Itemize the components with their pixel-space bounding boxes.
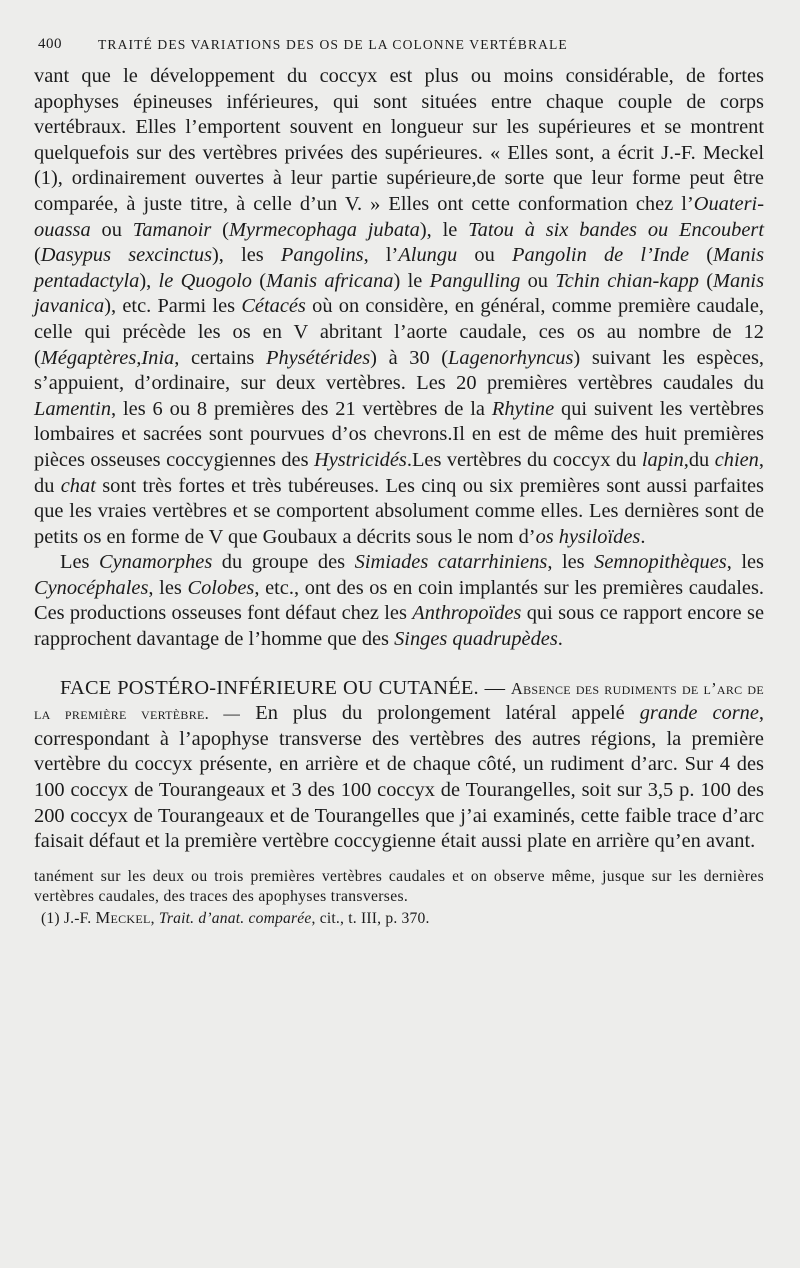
paragraph-face-postero-inferieure <box>34 676 764 855</box>
footnote-1: (1) J.-F. Meckel, Trait. d’anat. comparée, cit., t. III, p. 370. <box>41 908 430 928</box>
body-text <box>34 64 764 855</box>
section-subheading: Absence des rudiments de l’arc de la première vertèbre. — <box>34 678 764 724</box>
paragraph-cynamorphes: Les Cynamorphes du groupe des Simiades catarrhiniens, les Semnopithèques, les Cynocéphales, les Colobes, etc., ont des os en coin implantés sur les premières caudales. Ces productions osseuses font défaut chez les Anthropoïdes qui sous ce rapport encore se rapprochent davantage de l’homme que des Singes quadrupèdes. <box>34 551 765 651</box>
section-paragraph-text: En plus du prolongement latéral appelé grande corne, correspondant à l’apophyse transverse des vertèbres des autres régions, la première vertèbre du coccyx présente, en arrière et de chaque côté, un rudiment d’arc. Sur 4 des 100 coccyx de Tourangeaux et 3 des 100 coccyx de Tourangelles, soit sur 3,5 p. 100 des 200 coccyx de Tourangeaux et de Tourangelles que j’ai examinés, cette faible trace d’arc faisait défaut et la première vertèbre coccygienne était aussi plate en arrière qu’en avant. <box>34 702 765 853</box>
section-heading: FACE POSTÉRO-INFÉRIEURE OU CUTANÉE. — <box>60 676 506 699</box>
footnotes <box>34 867 764 929</box>
page-number: 400 <box>38 36 62 52</box>
running-head <box>34 28 764 64</box>
running-title: TRAITÉ DES VARIATIONS DES OS DE LA COLONNE VERTÉBRALE <box>98 37 568 52</box>
paragraph-coccyx-apophyses: vant que le développement du coccyx est plus ou moins considérable, de fortes apophyses épineuses inférieures, qui sont situées entre chaque couple de corps vertébraux. Elles l’emportent souvent en longueur sur les supérieures et se montrent quelquefois sur des vertèbres privées des supérieures. « Elles sont, a écrit J.-F. Meckel (1), ordinairement ouvertes à leur partie supérieure,de sorte que leur forme peut être comparée, à juste titre, à celle d’un V. » Elles ont cette conformation chez l’Ouateri-ouassa ou Tamanoir (Myrmecophaga jubata), le Tatou à six bandes ou Encoubert (Dasypus sexcinctus), les Pangolins, l’Alungu ou Pangolin de l’Inde (Manis pentadactyla), le Quogolo (Manis africana) le Pangulling ou Tchin chian-kapp (Manis javanica), etc. Parmi les Cétacés où on considère, en général, comme première caudale, celle qui précède les os en V abritant l’aorte caudale, ces os au nombre de 12 (Mégaptères,Inia, certains Physétérides) à 30 (Lagenorhyncus) suivant les espèces, s’appuient, d’ordinaire, sur deux vertèbres. Les 20 premières vertèbres caudales du Lamentin, les 6 ou 8 premières des 21 vertèbres de la Rhytine qui suivent les vertèbres lombaires et sacrées sont pourvues d’os chevrons.Il en est de même des huit premières pièces osseuses coccygiennes des Hystricidés.Les vertèbres du coccyx du lapin,du chien, du chat sont très fortes et très tubéreuses. Les cinq ou six premières sont aussi parfaites que les vraies vertèbres et se comportent absolument comme elles. Les dernières sont de petits os en forme de V que Goubaux a décrits sous le nom d’os hysiloïdes. <box>34 65 765 548</box>
book-page <box>34 28 764 929</box>
footnote-continuation: tanément sur les deux ou trois premières vertèbres caudales et on observe même, jusque sur les dernières vertèbres caudales, des traces des apophyses transverses. <box>34 867 764 905</box>
